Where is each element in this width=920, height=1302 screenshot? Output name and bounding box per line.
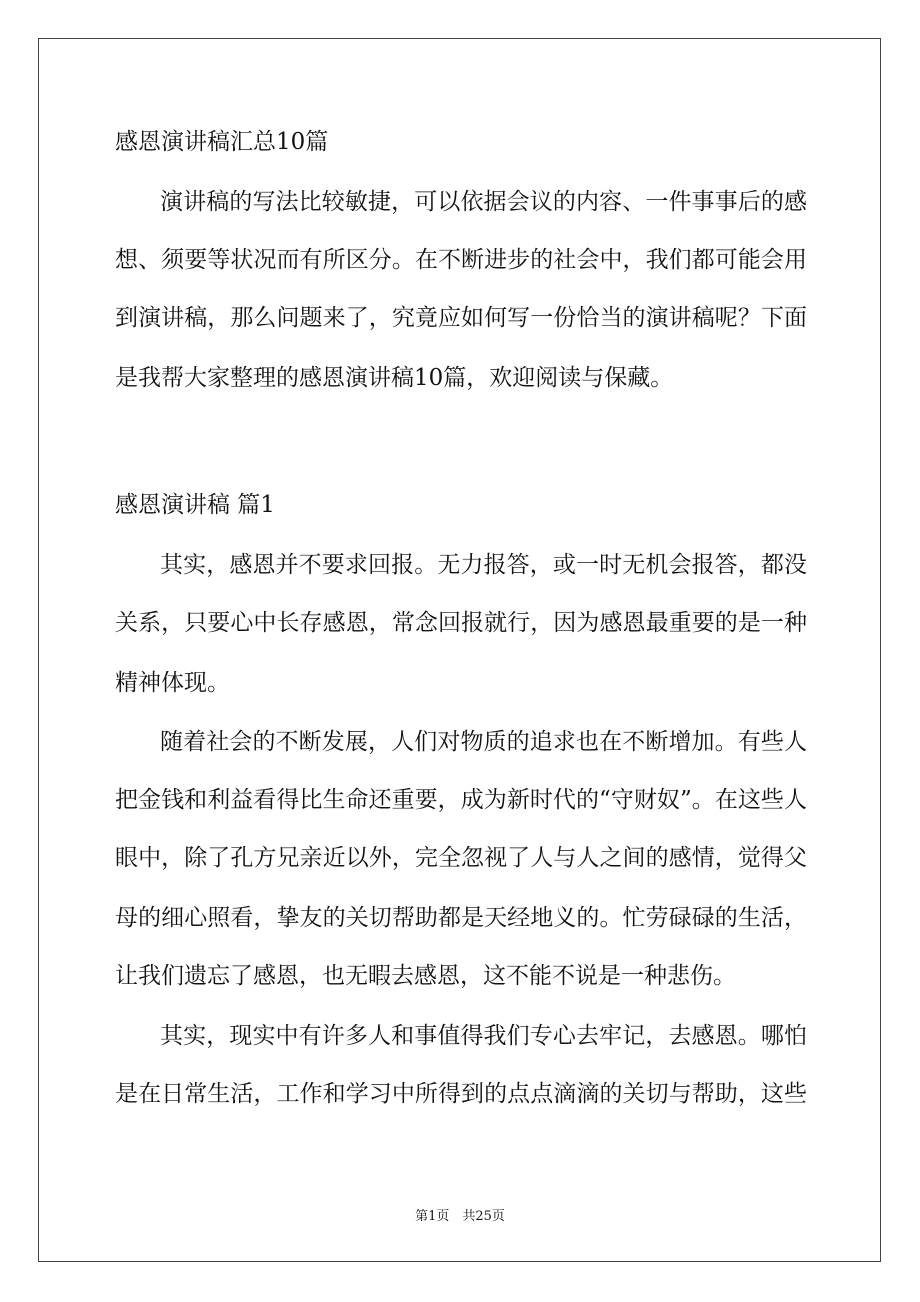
paragraph-line: 关系，只要心中长存感恩，常念回报就行，因为感恩最重要的是一种 xyxy=(115,610,807,636)
section-heading: 感恩演讲稿 篇1 xyxy=(115,492,275,518)
paragraph-line: 让我们遗忘了感恩，也无暇去感恩，这不能不说是一种悲伤。 xyxy=(115,963,736,989)
paragraph-line: 母的细心照看，挚友的关切帮助都是天经地义的。忙劳碌碌的生活， xyxy=(115,905,807,931)
paragraph-line: 其实，感恩并不要求回报。无力报答，或一时无机会报答，都没 xyxy=(160,552,807,578)
paragraph-line: 其实，现实中有许多人和事值得我们专心去牢记，去感恩。哪怕 xyxy=(160,1023,807,1049)
paragraph-line: 是在日常生活，工作和学习中所得到的点点滴滴的关切与帮助，这些 xyxy=(115,1081,807,1107)
intro-line: 想、须要等状况而有所区分。在不断进步的社会中，我们都可能会用 xyxy=(115,247,807,273)
paragraph-line: 把金钱和利益看得比生命还重要，成为新时代的“守财奴”。在这些人 xyxy=(115,787,807,813)
intro-line: 是我帮大家整理的感恩演讲稿10篇，欢迎阅读与保藏。 xyxy=(115,365,674,391)
paragraph-line: 随着社会的不断发展，人们对物质的追求也在不断增加。有些人 xyxy=(160,729,807,755)
intro-line: 到演讲稿，那么问题来了，究竟应如何写一份恰当的演讲稿呢？下面 xyxy=(115,305,807,331)
document-title: 感恩演讲稿汇总10篇 xyxy=(115,129,329,155)
intro-line: 演讲稿的写法比较敏捷，可以依据会议的内容、一件事事后的感 xyxy=(160,189,807,215)
page-number-footer: 第1页 共25页 xyxy=(415,1209,505,1224)
paragraph-line: 精神体现。 xyxy=(115,670,230,696)
page-border xyxy=(38,38,881,1262)
paragraph-line: 眼中，除了孔方兄亲近以外，完全忽视了人与人之间的感情，觉得父 xyxy=(115,845,807,871)
